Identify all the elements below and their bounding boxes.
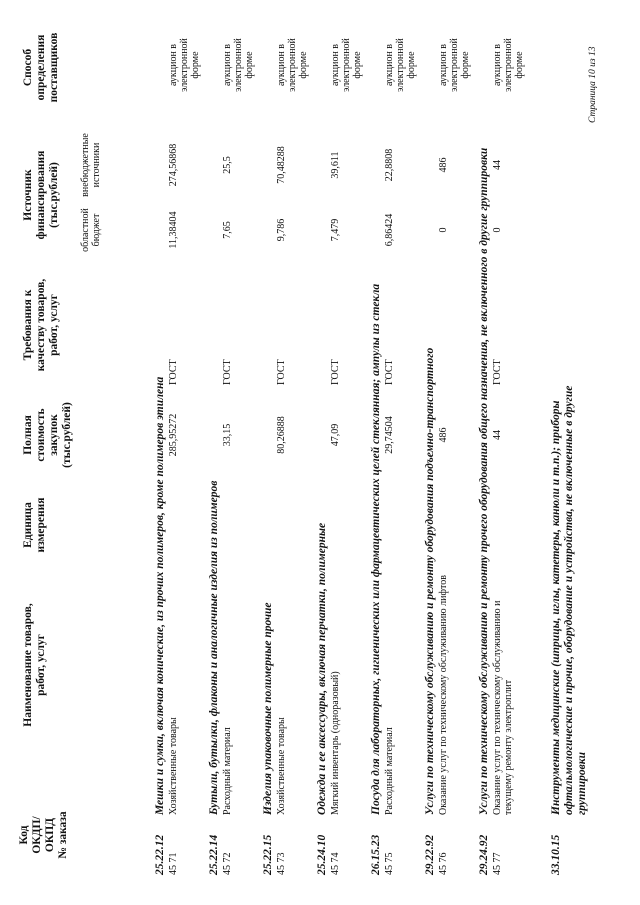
row-code: 29.24.92 [478, 834, 490, 875]
row-order-number: 45 74 [330, 852, 341, 875]
header-code-line: ОКПД [43, 817, 56, 853]
header-financing-offbudget: внебюджетные источники [80, 133, 103, 197]
row-financing-regional: 0 [438, 227, 449, 233]
row-description: Бутыли, бутылки, флаконы и аналогичные изделия из полимеров [208, 480, 220, 815]
row-description: Услуги по техническому обслуживанию и ремонту оборудования подъемно-транспортного [424, 347, 436, 815]
row-requirements: ГОСТ [222, 359, 233, 385]
header-unit: Единица измерения [22, 497, 47, 553]
row-code: 26.15.23 [370, 834, 382, 875]
row-item-name: Расходный материал [222, 727, 233, 815]
row-method: аукцион в электронной форме [384, 38, 418, 92]
row-financing-regional: 6,86424 [384, 213, 395, 247]
row-method: аукцион в электронной форме [276, 38, 310, 92]
header-code-line: № заказа [56, 811, 69, 859]
row-cost: 29,74504 [384, 416, 395, 454]
row-method: аукцион в электронной форме [438, 38, 472, 92]
row-method: аукцион в электронной форме [168, 38, 202, 92]
header-name: Наименование товаров, работ, услуг [22, 603, 47, 727]
row-method: аукцион в электронной форме [492, 38, 526, 92]
row-financing-offbudget: 22,8808 [384, 148, 395, 182]
row-financing-offbudget: 25,5 [222, 156, 233, 174]
page-number: Страница 10 из 13 [588, 46, 598, 123]
row-financing-regional: 7,479 [330, 218, 341, 242]
row-method: аукцион в электронной форме [222, 38, 256, 92]
header-requirements: Требования к качеству товаров, работ, услуг [22, 278, 60, 372]
row-description: Изделия упаковочные полимерные прочие [262, 602, 274, 815]
row-order-number: 45 72 [222, 852, 233, 875]
row-order-number: 45 76 [438, 852, 449, 875]
header-code-line: ОКДП/ [30, 816, 43, 854]
row-financing-offbudget: 274,56868 [168, 143, 179, 187]
row-code: 29.22.92 [424, 834, 436, 875]
header-code-line: Код [18, 825, 30, 845]
header-financing: Источник финансирования (тыс.рублей) [22, 150, 60, 240]
row-item-name: Оказание услуг по техническому обслуживанию лифтов [438, 575, 449, 815]
row-description: Услуги по техническому обслуживанию и ремонту прочего оборудования общего назначения, не включенного в другие группировки [478, 147, 490, 815]
row-order-number: 45 77 [492, 852, 503, 875]
row-code: 33.10.15 [550, 834, 562, 875]
row-order-number: 45 71 [168, 852, 179, 875]
row-requirements: ГОСТ [492, 359, 503, 385]
row-item-name: Хозяйственные товары [168, 717, 179, 815]
row-method: аукцион в электронной форме [330, 38, 364, 92]
row-description: Одежда и ее аксессуары, включая перчатки, полимерные [316, 522, 328, 815]
row-financing-regional: 11,38404 [168, 211, 179, 249]
header-financing-regional: областной бюджет [80, 208, 103, 252]
header-cost: Полная стоимость закупок (тыс.рублей) [22, 402, 73, 468]
row-order-number: 45 75 [384, 852, 395, 875]
row-code: 25.22.12 [154, 834, 166, 875]
row-cost: 44 [492, 430, 503, 440]
row-requirements: ГОСТ [168, 359, 179, 385]
row-order-number: 45 73 [276, 852, 287, 875]
row-financing-regional: 0 [492, 227, 503, 233]
row-code: 25.24.10 [316, 834, 328, 875]
row-financing-offbudget: 70,48288 [276, 146, 287, 184]
row-requirements: ГОСТ [330, 359, 341, 385]
row-cost: 47,09 [330, 423, 341, 447]
row-financing-regional: 9,786 [276, 218, 287, 242]
row-financing-offbudget: 486 [438, 157, 449, 173]
row-item-name: Оказание услуг по техническому обслуживанию и текущему ремонту электроплит [492, 600, 515, 815]
row-requirements: ГОСТ [276, 359, 287, 385]
row-cost: 80,26888 [276, 416, 287, 454]
row-cost: 486 [438, 427, 449, 443]
row-financing-regional: 7,65 [222, 221, 233, 239]
row-code: 25.22.15 [262, 834, 274, 875]
row-cost: 33,15 [222, 423, 233, 447]
row-item-name: Расходный материал [384, 727, 395, 815]
row-requirements: ГОСТ [384, 359, 395, 385]
header-method: Способ определения поставщиков [22, 32, 60, 103]
row-item-name: Хозяйственные товары [276, 717, 287, 815]
row-financing-offbudget: 39,611 [330, 151, 341, 179]
row-item-name: Мягкий инвентарь (одноразовый) [330, 671, 341, 815]
row-description: Инструменты медицинские (шприцы, иглы, катетеры, канюли и т.п.); приборы офтальмологические и прочие, оборудование и устройства, не включенные в другие группировки [550, 385, 588, 815]
row-code: 25.22.14 [208, 834, 220, 875]
row-description: Мешки и сумки, включая конические, из прочих полимеров, кроме полимеров этилена [154, 376, 166, 815]
row-description: Посуда для лабораторных, гигиенических или фармацевтических целей стеклянная; ампулы из стекла [370, 283, 382, 815]
header-code [18, 795, 70, 875]
row-cost: 285,95272 [168, 413, 179, 457]
row-financing-offbudget: 44 [492, 160, 503, 170]
